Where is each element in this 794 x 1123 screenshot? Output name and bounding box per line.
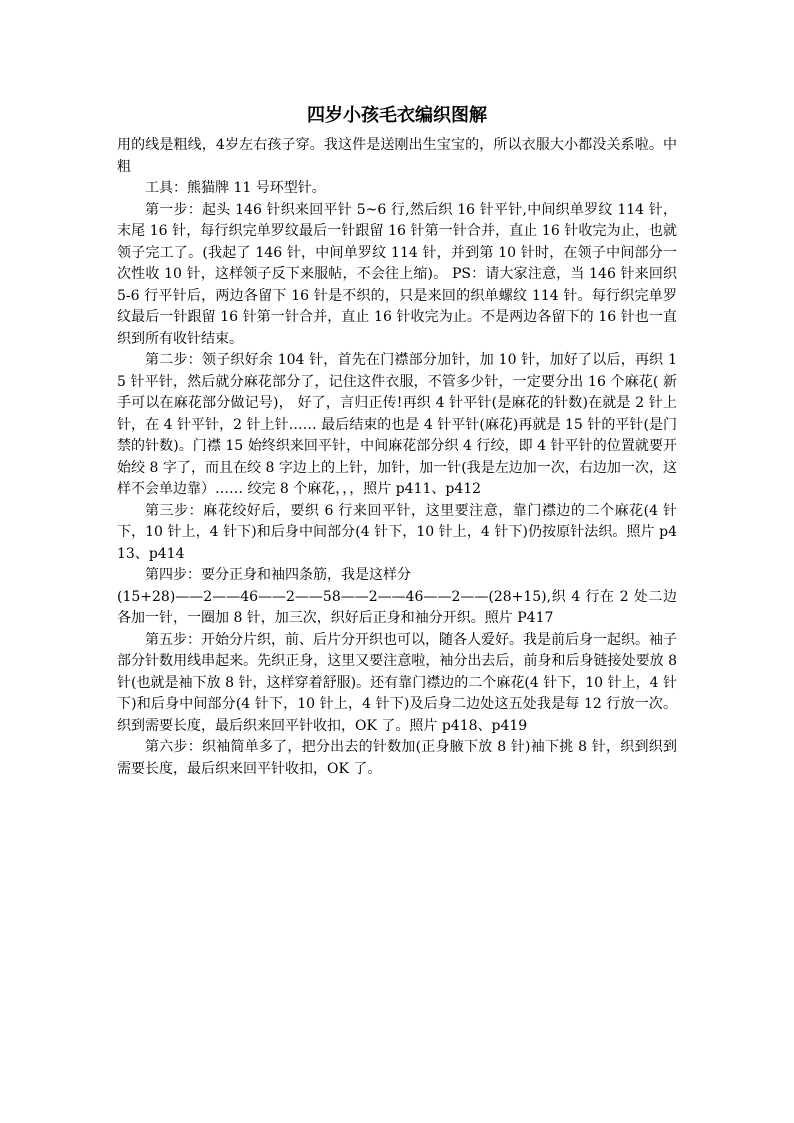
document-title: 四岁小孩毛衣编织图解 [307, 105, 487, 126]
paragraph-tools: 工具：熊猫牌 11 号环型针。 [145, 180, 326, 196]
paragraph-intro: 用的线是粗线，4岁左右孩子穿。我这件是送刚出生宝宝的，所以衣服大小都没关系啦。中粗 [117, 137, 677, 175]
paragraph-step-1: 第一步：起头 146 针织来回平针 5~6 行,然后织 16 针平针,中间织单罗纹 114 针，末尾 16 针，每行织完单罗纹最后一针跟留 16 针第一针合并，直止 16 针收完为止，也就领子完工了。(我起了 146 针，中间单罗纹 114 针，并到第 10 针时，在领子中间部分一次性收 10 针，这样领子反下来服帖，不会往上缩)。 PS：请大家注意，当 146 针来回织 5-6 行平针后，两边各留下 16 针是不织的，只是来回的织单螺纹 114 针。每行织完单罗纹最后一针跟留 16 针第一针合并，直止 16 针收完为止。不是两边各留下的 16 针也一直织到所有收针结束。 [117, 201, 677, 347]
paragraph-step-3: 第三步：麻花绞好后，要织 6 行来回平针，这里要注意，靠门襟边的二个麻花(4 针下，10 针上，4 针下)和后身中间部分(4 针下，10 针上，4 针下)仍按原针法织。照片 p413、p414 [117, 502, 677, 562]
paragraph-step-6: 第六步：织袖简单多了，把分出去的针数加(正身腋下放 8 针)袖下挑 8 针，织到织到需要长度，最后织来回平针收扣，OK 了。 [117, 739, 677, 777]
paragraph-step-2: 第二步：领子织好余 104 针，首先在门襟部分加针，加 10 针，加好了以后，再织 15 针平针，然后就分麻花部分了，记住这件衣服，不管多少针，一定要分出 16 个麻花( 新手可以在麻花部分做记号)， 好了，言归正传!再织 4 针平针(是麻花的针数)在就是 2 针上针，在 4 针平针，2 针上针…… 最后结束的也是 4 针平针(麻花)再就是 15 针的平针(是门禁的针数)。门襟 15 始终织来回平针，中间麻花部分织 4 行绞，即 4 针平针的位置就要开始绞 8 字了，而且在绞 8 字边上的上针，加针，加一针(我是左边加一次，右边加一次，这样不会单边靠）…… 绞完 8 个麻花，，，照片 p411、p412 [117, 352, 677, 497]
paragraph-step-5: 第五步：开始分片织，前、后片分开织也可以，随各人爱好。我是前后身一起织。袖子部分针数用线串起来。先织正身，这里又要注意啦，袖分出去后，前身和后身链接处要放 8 针(也就是袖下放 8 针，这样穿着舒服)。还有靠门襟边的二个麻花(4 针下，10 针上，4 针下)和后身中间部分(4 针下，10 针上，4 针下)及后身二边处这五处我是每 12 行放一次。织到需要长度，最后织来回平针收扣，OK 了。照片 p418、p419 [117, 631, 677, 734]
paragraph-step-4: 第四步：要分正身和袖四条筋，我是这样分 [145, 567, 411, 583]
paragraph-step-4-stitch-division: (15+28)——2——46——2——58——2——46——2——(28+15),织 4 行在 2 处二边各加一针，一圈加 8 针，加三次，织好后正身和袖分开织。照片 P417 [117, 588, 677, 626]
document-body [117, 135, 677, 780]
